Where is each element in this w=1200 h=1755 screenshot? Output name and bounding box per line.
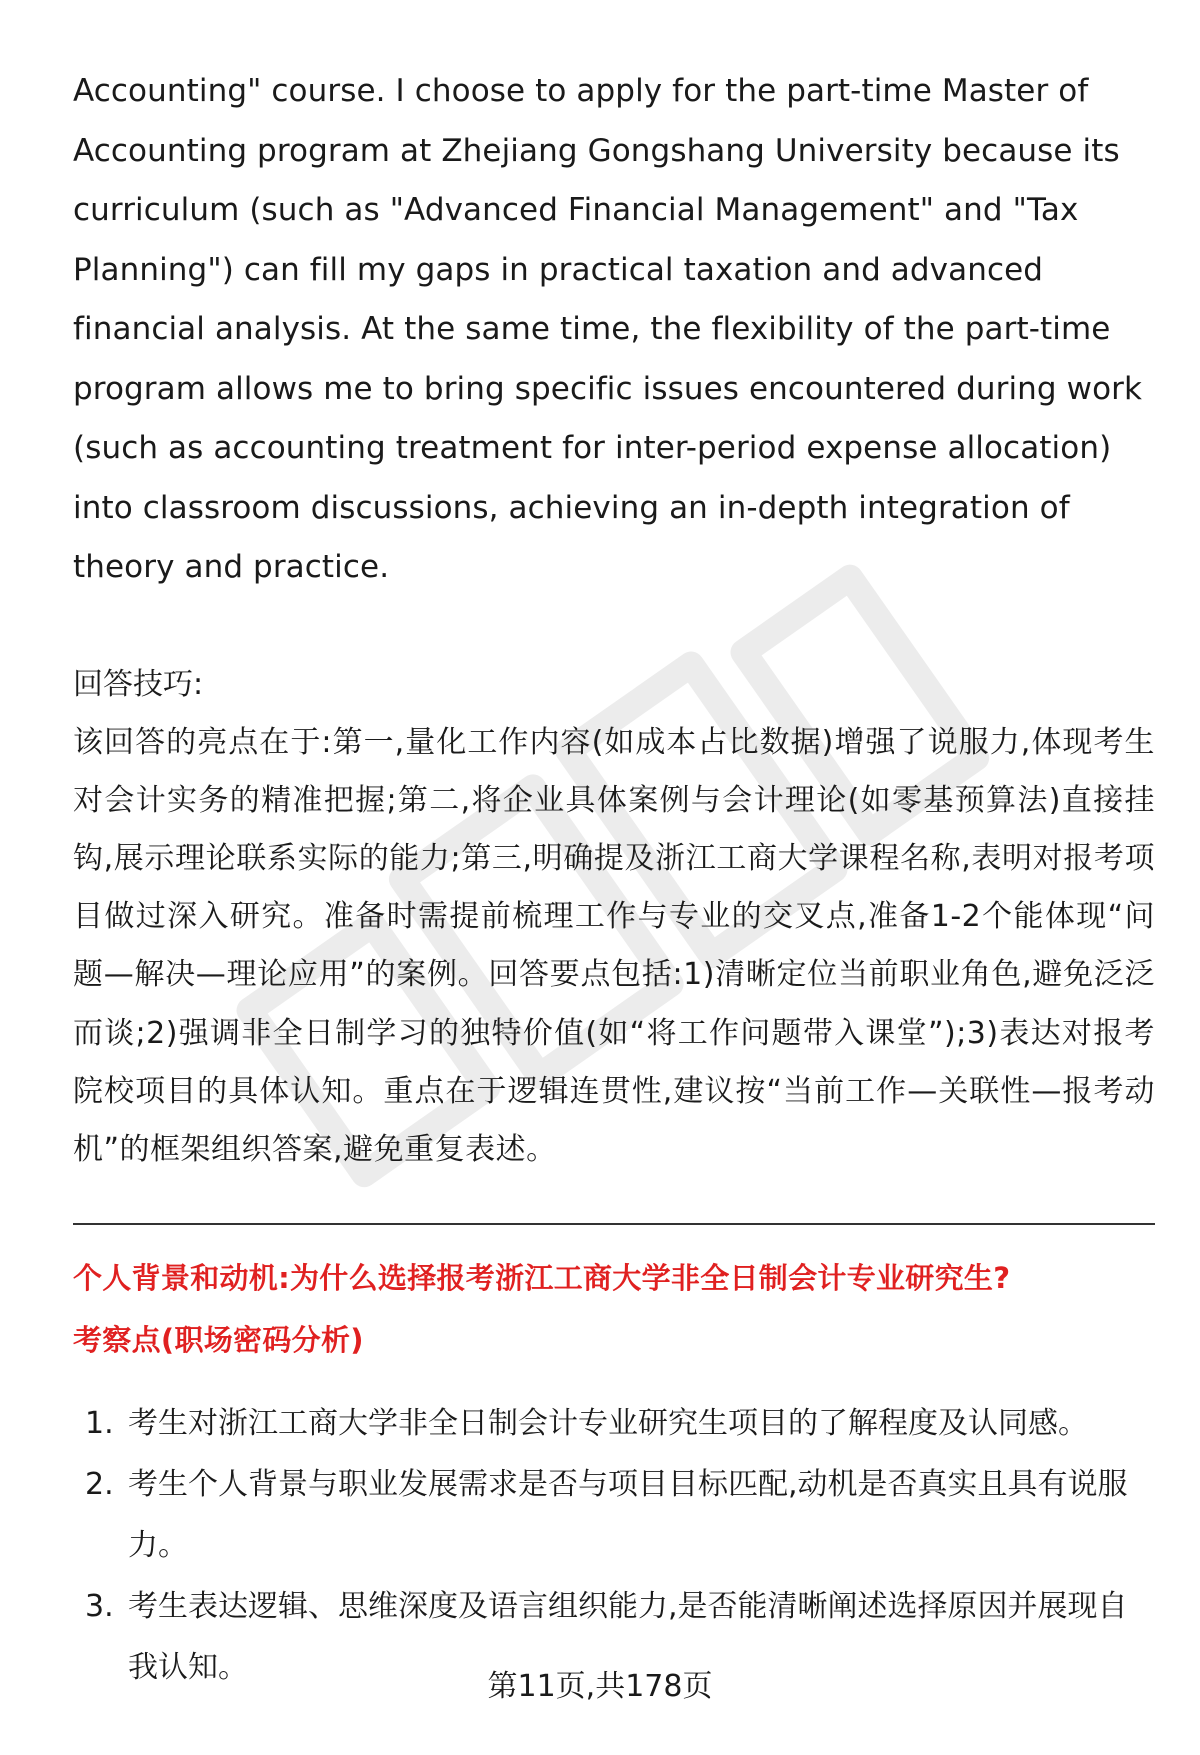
answer-tips-body: 该回答的亮点在于:第一,量化工作内容(如成本占比数据)增强了说服力,体现考生对会计实务的精准把握;第二,将企业具体案例与会计理论(如零基预算法)直接挂钩,展示理论联系实际的能力;第三,明确提及浙江工商大学课程名称,表明对报考项目做过深入研究。准备时需提前梳理工作与专业的交叉点,准备1-2个能体现“问题—解决—理论应用”的案例。回答要点包括:1)清晰定位当前职业角色,避免泛泛而谈;2)强调非全日制学习的独特价值(如“将工作问题带入课堂”);3)表达对报考院校项目的具体认知。重点在于逻辑连贯性,建议按“当前工作—关联性—报考动机”的框架组织答案,避免重复表述。	[73, 724, 1155, 1167]
document-page	[73, 62, 1155, 1698]
list-item-number: 1.	[85, 1406, 114, 1442]
list-item-number: 2.	[85, 1467, 114, 1503]
section-divider	[73, 1223, 1155, 1225]
page-number: 第11页,共178页	[487, 1669, 713, 1704]
english-answer-paragraph: Accounting" course. I choose to apply for the part-time Master of Accounting program at Zhejiang Gongshang University because its curriculum (such as "Advanced Financial Management" and "Tax Planning") can fill my gaps in practical taxation and advanced financial analysis. At the same time, the flexibility of the part-time program allows me to bring specific issues encountered during work (such as accounting treatment for inter-period expense allocation) into classroom discussions, achieving an in-depth integration of theory and practice.	[73, 73, 1143, 585]
list-item-text: 考生个人背景与职业发展需求是否与项目目标匹配,动机是否真实且具有说服力。	[128, 1467, 1128, 1564]
list-item	[73, 1454, 1155, 1576]
list-item-text: 考生对浙江工商大学非全日制会计专业研究生项目的了解程度及认同感。	[128, 1406, 1088, 1442]
list-item-number: 3.	[85, 1589, 114, 1625]
list-item	[73, 1393, 1155, 1454]
assessment-points-heading: 考察点(职场密码分析)	[73, 1323, 364, 1358]
answer-tips-label: 回答技巧:	[73, 666, 204, 702]
list-item-text: 考生表达逻辑、思维深度及语言组织能力,是否能清晰阐述选择原因并展现自我认知。	[128, 1589, 1128, 1686]
question-title: 个人背景和动机:为什么选择报考浙江工商大学非全日制会计专业研究生?	[73, 1261, 1011, 1296]
assessment-points-list	[73, 1393, 1155, 1698]
